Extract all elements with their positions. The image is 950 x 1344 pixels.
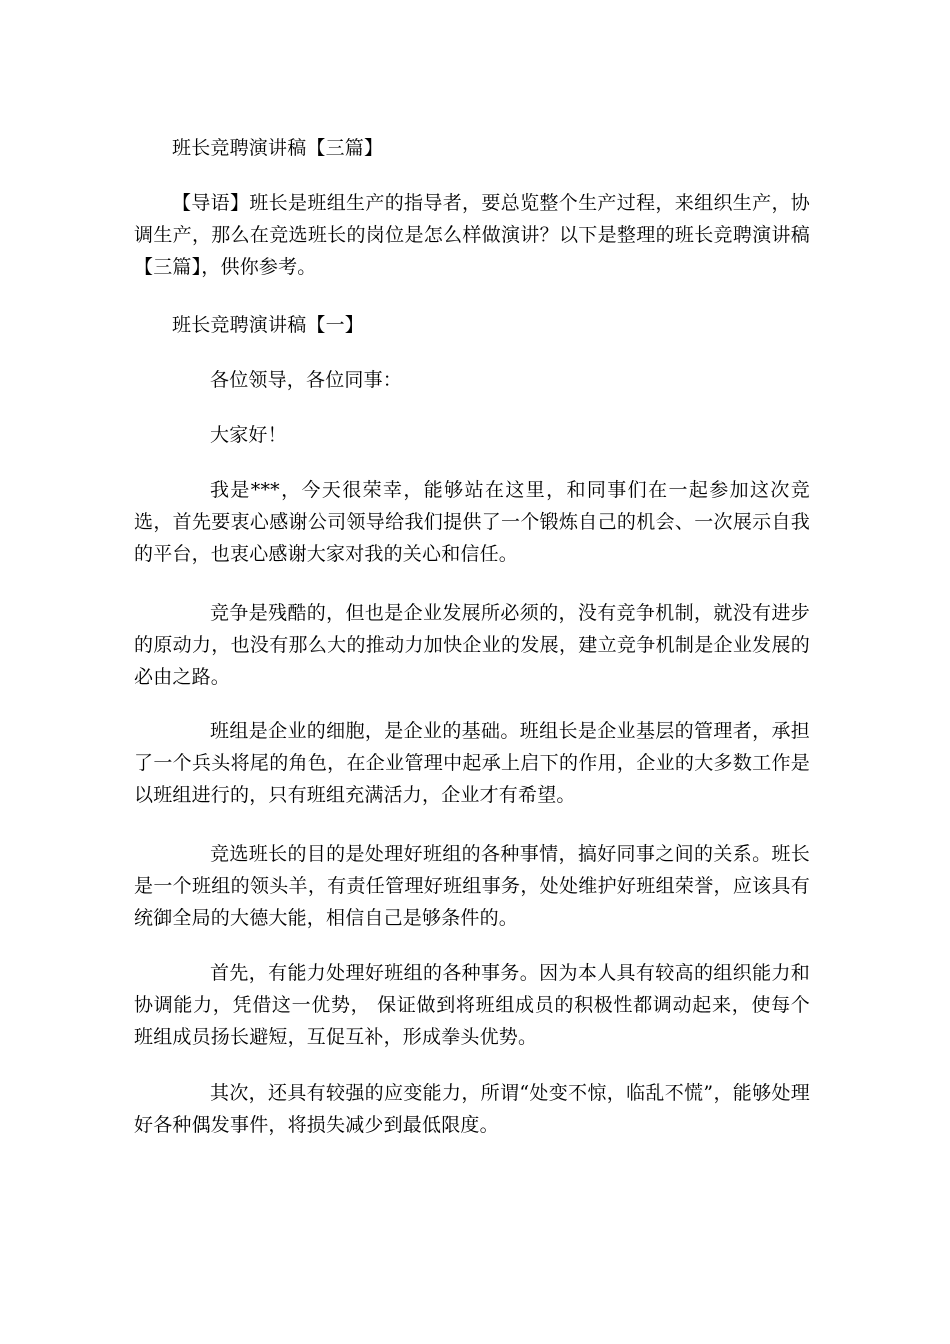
body-paragraph: 其次，还具有较强的应变能力，所谓“处变不惊，临乱不慌”，能够处理好各种偶发事件，将损失减少到最低限度。 <box>134 1082 810 1136</box>
body-paragraph: 竞争是残酷的，但也是企业发展所必须的，没有竞争机制，就没有进步的原动力，也没有那么大的推动力加快企业的发展，建立竞争机制是企业发展的必由之路。 <box>134 602 810 688</box>
hello-line: 大家好！ <box>210 424 287 446</box>
body-paragraph: 竞选班长的目的是处理好班组的各种事情，搞好同事之间的关系。班长是一个班组的领头羊，有责任管理好班组事务，处处维护好班组荣誉，应该具有统御全局的大德大能，相信自己是够条件的。 <box>134 843 810 929</box>
section-title: 班长竞聘演讲稿【一】 <box>172 314 365 336</box>
body-paragraph: 首先，有能力处理好班组的各种事务。因为本人具有较高的组织能力和协调能力，凭借这一优势， 保证做到将班组成员的积极性都调动起来，使每个班组成员扬长避短，互促互补，形成拳头优势。 <box>134 962 810 1048</box>
document-title: 班长竞聘演讲稿【三篇】 <box>172 137 384 159</box>
body-paragraph: 班组是企业的细胞，是企业的基础。班组长是企业基层的管理者，承担了一个兵头将尾的角色，在企业管理中起承上启下的作用，企业的大多数工作是以班组进行的，只有班组充满活力，企业才有希望。 <box>134 720 810 806</box>
body-paragraph: 我是***，今天很荣幸，能够站在这里，和同事们在一起参加这次竞选，首先要衷心感谢公司领导给我们提供了一个锻炼自己的机会、一次展示自我的平台，也衷心感谢大家对我的关心和信任。 <box>134 479 810 565</box>
greeting-line: 各位领导，各位同事： <box>210 369 403 391</box>
intro-paragraph: 【导语】班长是班组生产的指导者，要总览整个生产过程，来组织生产，协调生产，那么在竞选班长的岗位是怎么样做演讲？以下是整理的班长竞聘演讲稿【三篇】，供你参考。 <box>134 192 810 278</box>
